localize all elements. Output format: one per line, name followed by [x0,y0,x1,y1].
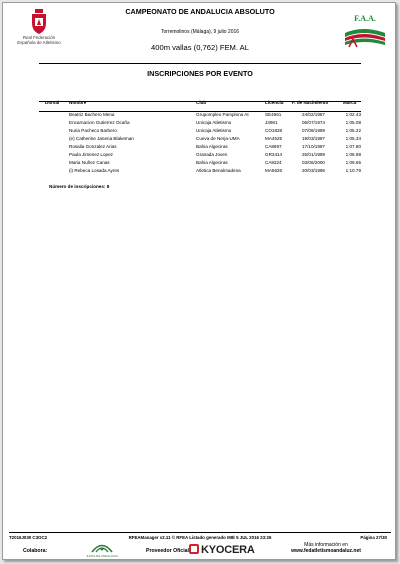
athlete-club: Grupompleo Pamplona At [196,112,249,117]
website-link[interactable]: www.fedatletismoandaluz.net [291,548,361,555]
athlete-mark: 1:07.80 [345,144,361,149]
athlete-name: (e) Catherine Janena Blakeman [69,136,134,141]
athlete-club: Cueva de Nerja-UMA [196,136,240,141]
athlete-mark: 1:10.79 [345,168,361,173]
athlete-mark: 1:05.22 [345,128,361,133]
athlete-name: Nuria Pacheco Barbero [69,128,117,133]
table-row [3,160,397,168]
athlete-license: CO1828 [265,128,283,133]
rfea-name-line1: Real Federación [22,35,56,40]
athlete-license: CA9324 [265,160,282,165]
athlete-license: J3981 [265,120,278,125]
athlete-birthdate: 24/02/1987 [302,112,325,117]
athlete-birthdate: 06/07/1974 [302,120,325,125]
athlete-mark: 1:05.34 [345,136,361,141]
athlete-club: Granada Joven [196,152,228,157]
athlete-mark: 1:05.08 [345,120,361,125]
athlete-mark: 1:08.98 [345,152,361,157]
column-header-club: Club [196,100,207,105]
athlete-license: CA8697 [265,144,282,149]
column-header-licencia: Licencia [265,100,284,105]
table-row [3,144,397,152]
athlete-club: Bahia Algeciras [196,144,228,149]
event-location-date: Torremolinos (Málaga), 9 julio 2016 [160,29,240,35]
athlete-license: SE4561 [265,112,282,117]
table-row [3,152,397,160]
athlete-name: Maria Nuñez Canas [69,160,110,165]
athlete-name: Encarnacion Gutierrez Ocaña [69,120,130,125]
footer-divider [9,532,391,533]
table-row [3,128,397,136]
athlete-birthdate: 03/06/2000 [302,160,325,165]
athlete-club: Unicaja Atletismo [196,128,232,133]
colabora-label: Colabora: [23,548,48,554]
athlete-club: Bahia Algeciras [196,160,228,165]
divider [39,63,361,64]
athlete-name: (i) Rebeca Losada Ayres [69,168,120,173]
column-header-fecha: F. de Nacimiento [292,100,329,105]
athlete-birthdate: 26/01/1999 [302,152,325,157]
athlete-license: MA5626 [265,168,283,173]
athlete-name: Beatriz Bachero Mena [69,112,115,117]
athlete-mark: 1:09.65 [345,160,361,165]
athlete-mark: 1:02.43 [345,112,361,117]
athlete-birthdate: 17/10/1997 [302,144,325,149]
kyocera-mark-icon [189,544,199,554]
footer-page-number: Página 27/30 [360,535,387,540]
document-title: CAMPEONATO DE ANDALUCIA ABSOLUTO [125,7,275,16]
kyocera-logo [189,544,255,556]
athlete-license: GR3414 [265,152,283,157]
faa-logo-text: F.A.A. [354,14,376,23]
table-row [3,168,397,176]
proveedor-label: Proveedor Oficial: [146,548,191,554]
athlete-club: Atletica Benalmadena [196,168,241,173]
document-page [2,2,396,560]
rfea-name-line2: Española de Atletismo [17,40,61,46]
table-row [3,112,397,120]
table-row [3,136,397,144]
more-info [271,542,381,555]
footer-code: T2016J030 C3OC2 [9,535,48,540]
kyocera-logo-text: KYOCERA [201,544,255,556]
athlete-name: Rosalia Gonzalez Arias [69,144,117,149]
event-name: 400m vallas (0,762) FEM. AL [151,43,249,52]
column-header-dorsal: Dorsal [45,100,60,105]
athlete-license: MA4525 [265,136,283,141]
athlete-name: Paula Jimenez Lopez [69,152,113,157]
table-row [3,120,397,128]
athlete-birthdate: 07/09/1999 [302,128,325,133]
athlete-birthdate: 19/03/1997 [302,136,325,141]
athlete-club: Unicaja Atletismo [196,120,232,125]
column-header-nombre: Nombre [69,100,87,105]
column-header-marca: Marca [343,100,357,105]
athlete-birthdate: 20/03/1996 [302,168,325,173]
section-title: INSCRIPCIONES POR EVENTO [147,69,253,78]
entries-count: Número de inscripciones: 8 [49,184,110,189]
junta-emblem-icon [91,541,113,553]
more-info-label: Más información en [304,542,348,548]
junta-andalucia-label: JUNTA DE ANDALUCIA [85,554,119,558]
footer-generated: RFEAManager v2.11 © RFEA Listado generado MIÉ 5 JUL 2016 23:26 [128,535,272,540]
junta-andalucia-logo [83,541,121,558]
